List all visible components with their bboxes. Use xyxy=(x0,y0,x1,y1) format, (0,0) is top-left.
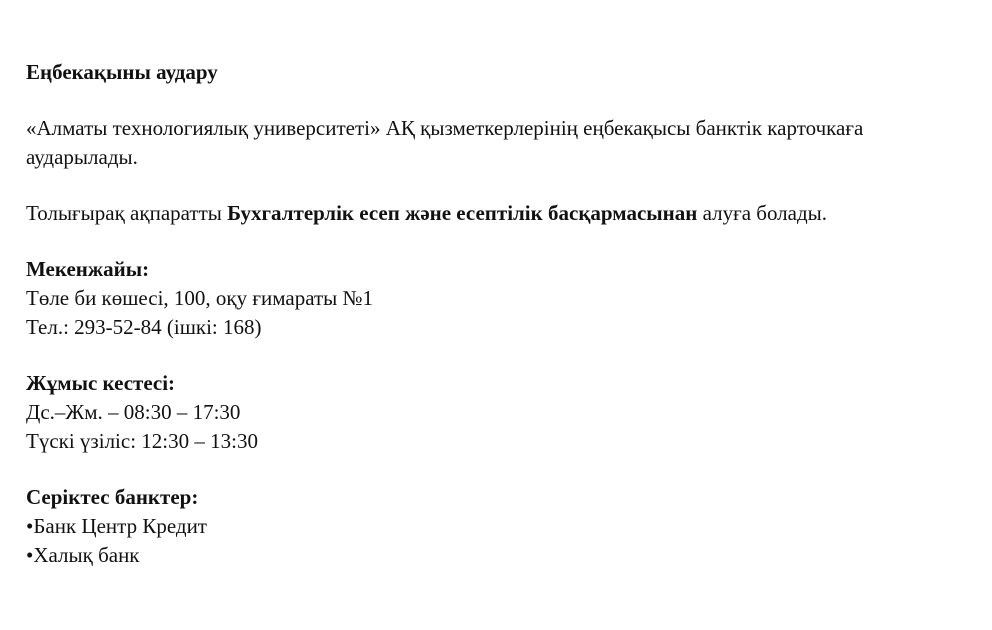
document-title: Еңбекақыны аудару xyxy=(26,60,218,84)
address-phone: Тел.: 293-52-84 (ішкі: 168) xyxy=(26,315,262,339)
info-prefix: Толығырақ ақпаратты xyxy=(26,201,228,225)
info-paragraph xyxy=(26,199,976,228)
info-department-name: Бухгалтерлік есеп және есептілік басқармасынан xyxy=(227,201,698,225)
bank-list-item: •Банк Центр Кредит xyxy=(26,514,207,538)
banks-section xyxy=(26,483,976,570)
intro-paragraph: «Алматы технологиялық университеті» АҚ қызметкерлерінің еңбекақысы банктік карточкаға аударылады. xyxy=(26,116,864,169)
banks-heading: Серіктес банктер: xyxy=(26,485,199,509)
address-heading: Мекенжайы: xyxy=(26,257,150,281)
schedule-weekdays: Дс.–Жм. – 08:30 – 17:30 xyxy=(26,400,241,424)
info-suffix: алуға болады. xyxy=(697,201,828,225)
schedule-section xyxy=(26,369,976,456)
document-body xyxy=(26,58,976,570)
schedule-lunch: Түскі үзіліс: 12:30 – 13:30 xyxy=(26,429,258,453)
bank-list-item: •Халық банк xyxy=(26,543,140,567)
address-section xyxy=(26,255,976,342)
address-street: Төле би көшесі, 100, оқу ғимараты №1 xyxy=(26,286,374,310)
schedule-heading: Жұмыс кестесі: xyxy=(26,371,176,395)
